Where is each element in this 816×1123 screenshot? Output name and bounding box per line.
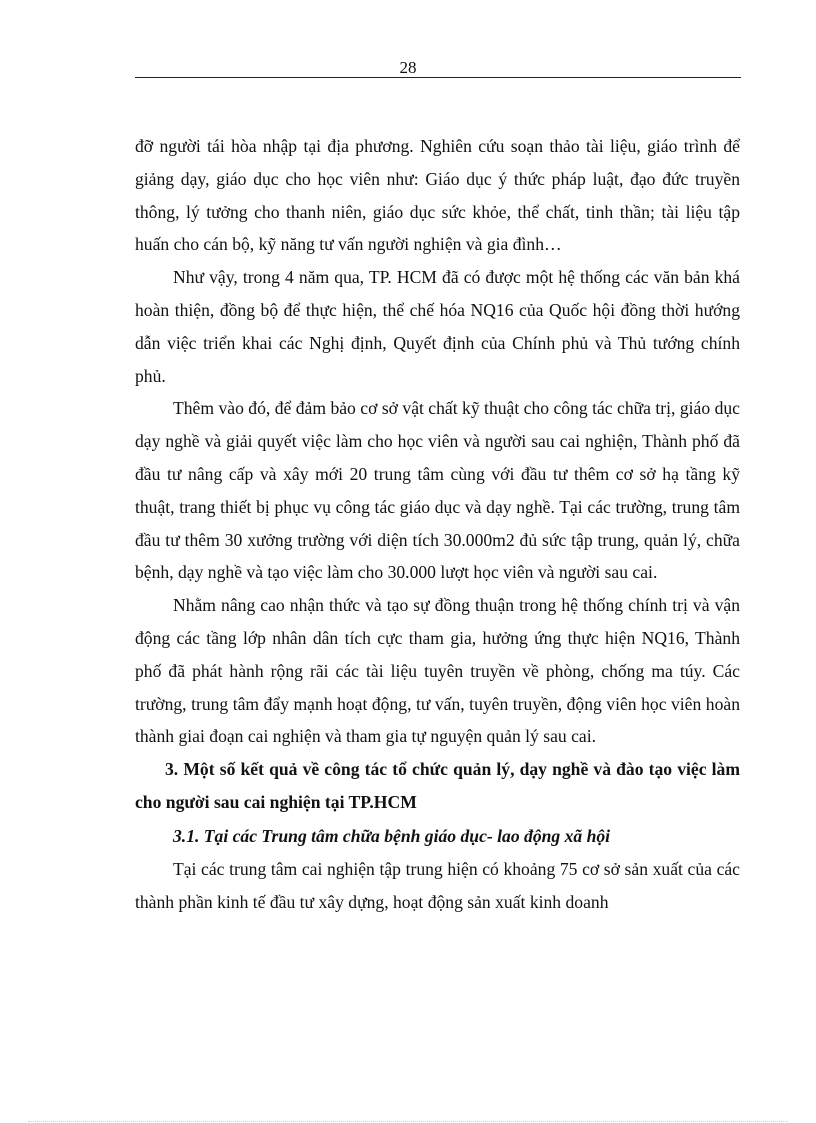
header-rule xyxy=(135,77,741,78)
footer-dotted-border xyxy=(28,1121,788,1122)
paragraph-5: Tại các trung tâm cai nghiện tập trung hiện có khoảng 75 cơ sở sản xuất của các thành phần kinh tế đầu tư xây dựng, hoạt động sản xuất kinh doanh xyxy=(135,858,740,912)
document-body xyxy=(135,130,740,918)
section-heading: 3. Một số kết quả về công tác tổ chức quản lý, dạy nghề và đào tạo việc làm cho người sau cai nghiện tại TP.HCM xyxy=(135,759,740,812)
paragraph-3: Thêm vào đó, để đảm bảo cơ sở vật chất kỹ thuật cho công tác chữa trị, giáo dục dạy nghề và giải quyết việc làm cho học viên và người sau cai nghiện, Thành phố đã đầu tư nâng cấp và xây mới 20 trung tâm cùng với đầu tư thêm cơ sở hạ tầng kỹ thuật, trang thiết bị phục vụ công tác giáo dục và dạy nghề. Tại các trường, trung tâm đầu tư thêm 30 xưởng trường với diện tích 30.000m2 đủ sức tập trung, quản lý, chữa bệnh, dạy nghề và tạo việc làm cho 30.000 lượt học viên và người sau cai. xyxy=(135,398,740,583)
subsection-heading: 3.1. Tại các Trung tâm chữa bệnh giáo dục- lao động xã hội xyxy=(173,825,611,846)
paragraph-4: Nhằm nâng cao nhận thức và tạo sự đồng thuận trong hệ thống chính trị và vận động các tầng lớp nhân dân tích cực tham gia, hưởng ứng thực hiện NQ16, Thành phố đã phát hành rộng rãi các tài liệu tuyên truyền về phòng, chống ma túy. Các trường, trung tâm đẩy mạnh hoạt động, tư vấn, tuyên truyền, động viên học viên hoàn thành giai đoạn cai nghiện và tham gia tự nguyện quản lý sau cai. xyxy=(135,595,740,747)
paragraph-2: Như vậy, trong 4 năm qua, TP. HCM đã có được một hệ thống các văn bản khá hoàn thiện, đồng bộ để thực hiện, thể chế hóa NQ16 của Quốc hội đồng thời hướng dẫn việc triển khai các Nghị định, Quyết định của Chính phủ và Thủ tướng chính phủ. xyxy=(135,267,740,386)
paragraph-1: đỡ người tái hòa nhập tại địa phương. Nghiên cứu soạn thảo tài liệu, giáo trình để giảng dạy, giáo dục cho học viên như: Giáo dục ý thức pháp luật, đạo đức truyền thông, lý tưởng cho thanh niên, giáo dục sức khỏe, thể chất, tinh thần; tài liệu tập huấn cho cán bộ, kỹ năng tư vấn người nghiện và gia đình… xyxy=(135,136,740,255)
page-number: 28 xyxy=(399,58,417,77)
